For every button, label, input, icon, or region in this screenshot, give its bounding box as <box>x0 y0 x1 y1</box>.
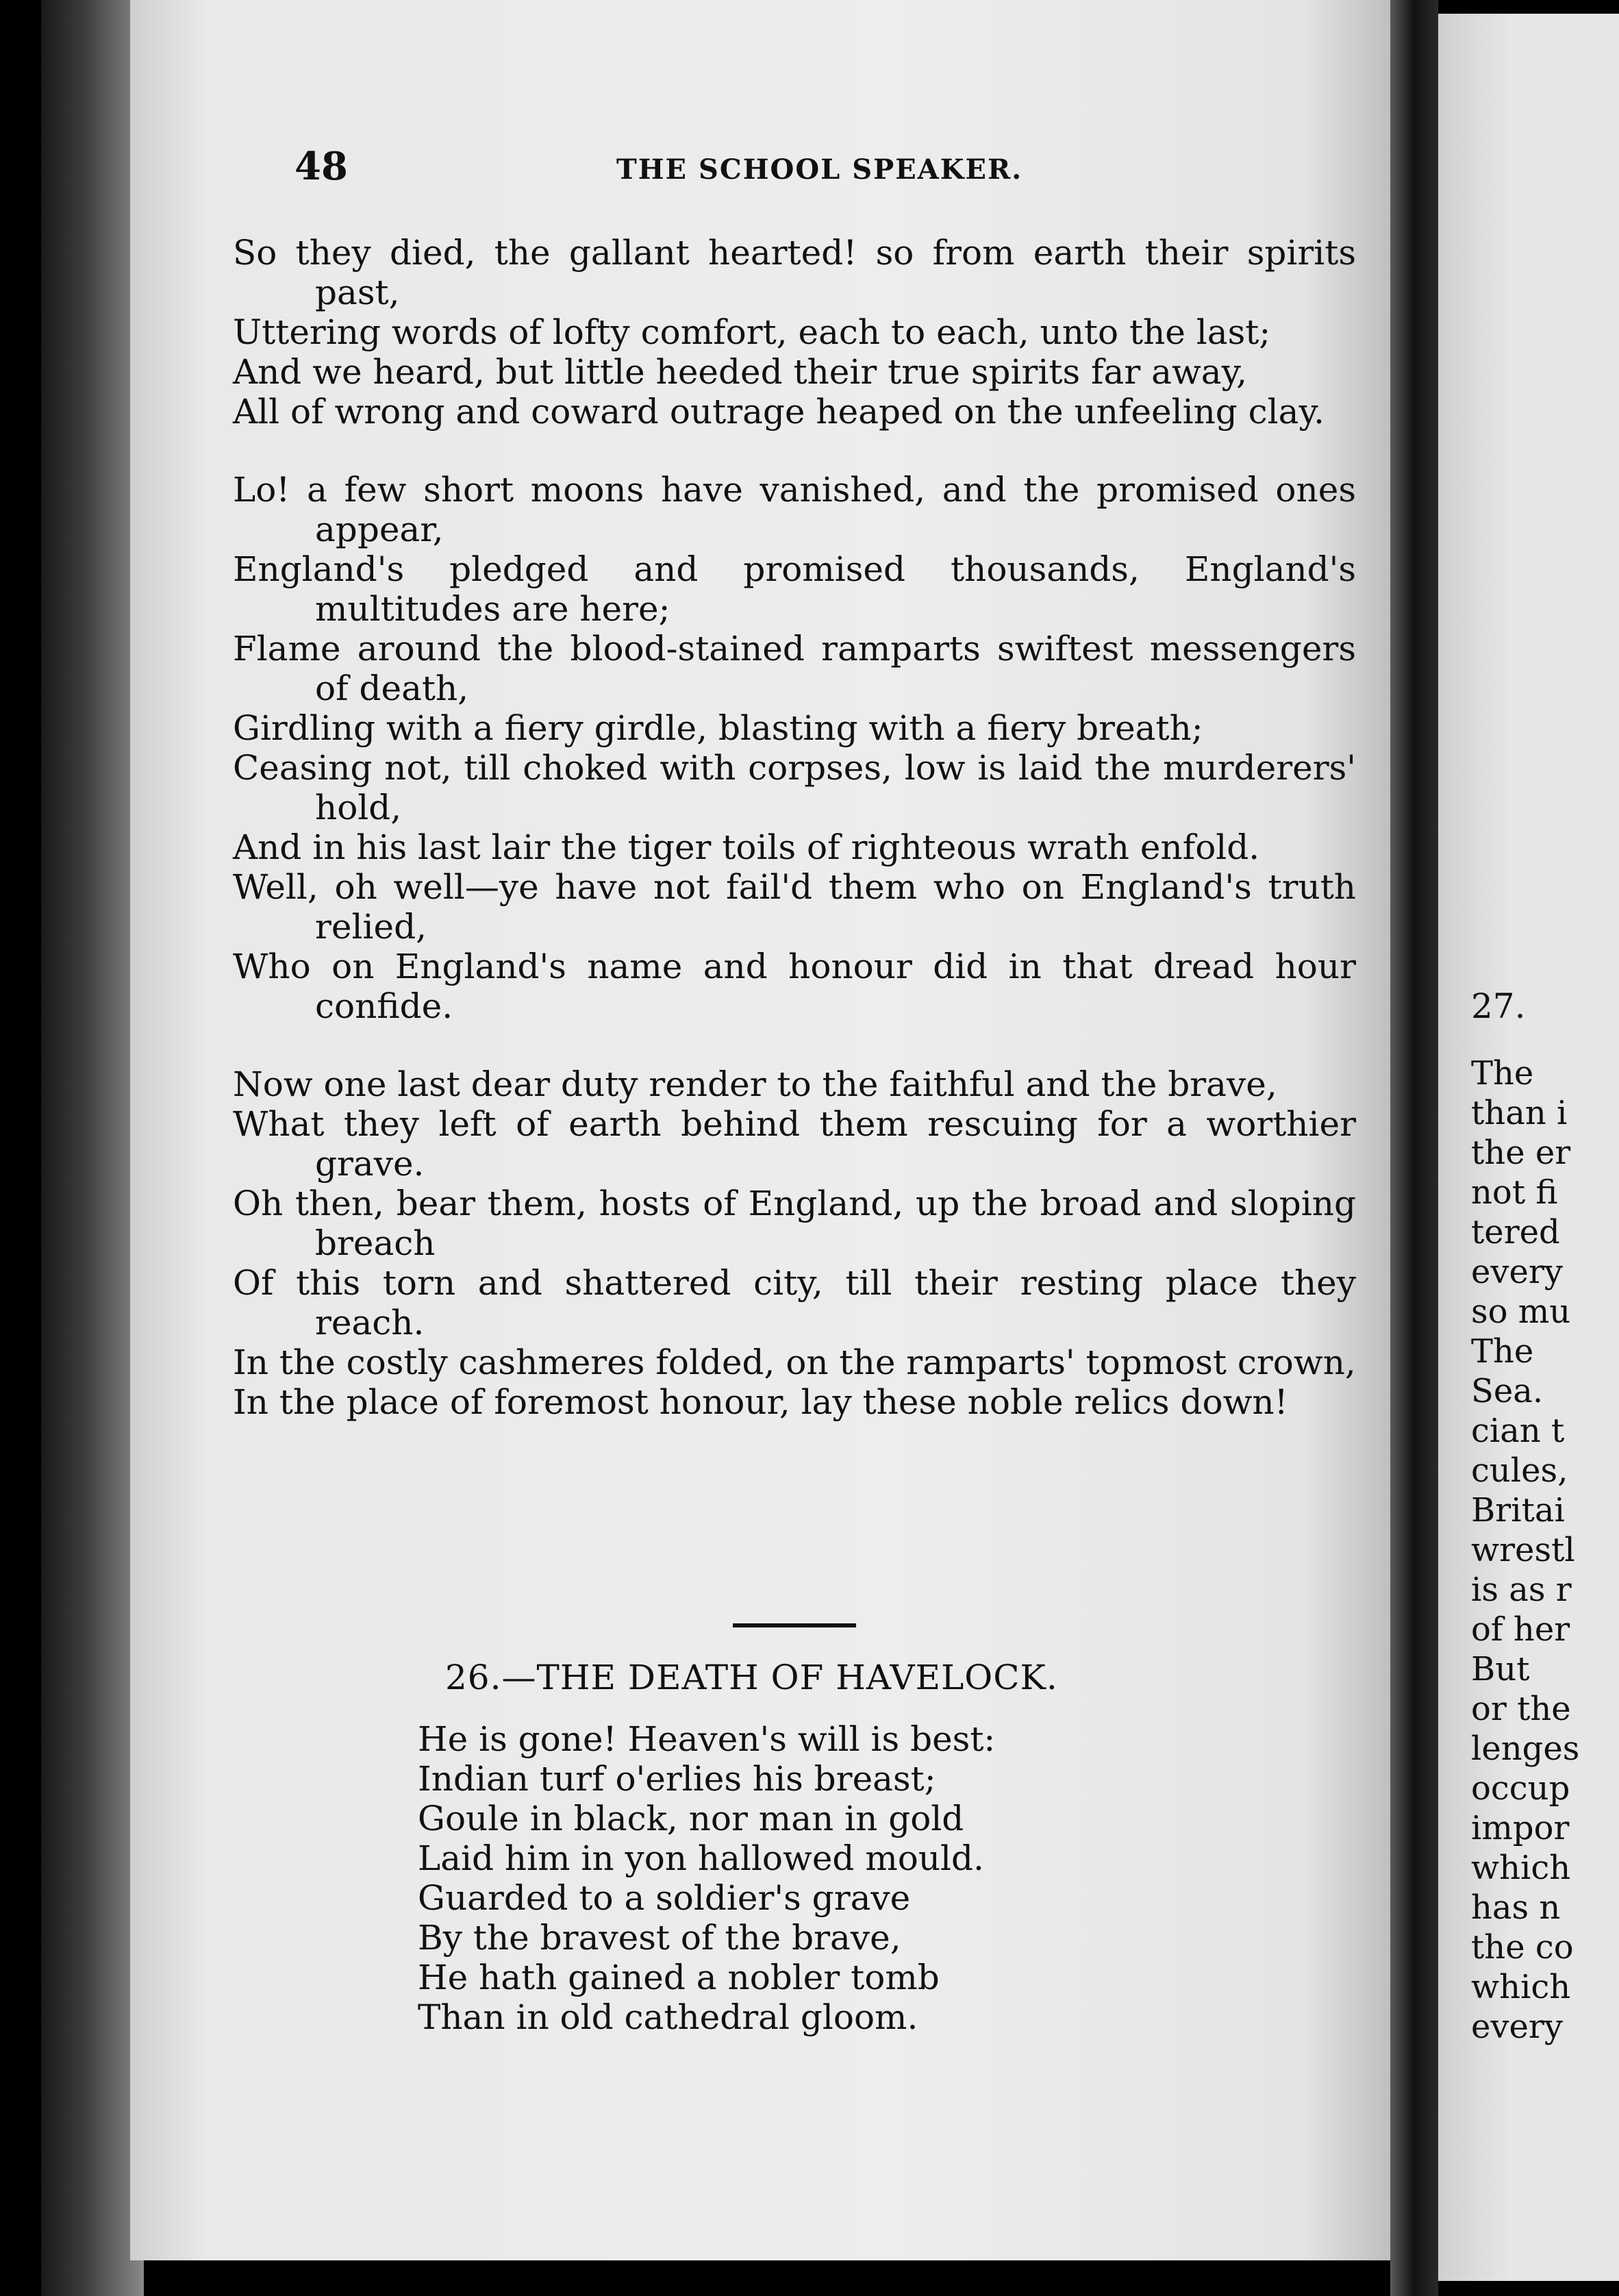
poem-line: And in his last lair the tiger toils of righteous wrath enfold. <box>233 827 1260 867</box>
facing-line: or the <box>1471 1690 1571 1728</box>
facing-line: the er <box>1471 1134 1571 1172</box>
facing-line: cules, <box>1471 1451 1568 1490</box>
poem-line: Girdling with a fiery girdle, blasting with a fiery breath; <box>233 708 1203 748</box>
poem-line: Than in old cathedral gloom. <box>418 1997 918 2037</box>
poem-line: Guarded to a soldier's grave <box>418 1878 911 1918</box>
poem-line: Goule in black, nor man in gold <box>418 1799 964 1838</box>
facing-line: But <box>1471 1650 1530 1688</box>
facing-line: cian t <box>1471 1412 1565 1450</box>
poem-line: Now one last dear duty render to the faithful and the brave, <box>233 1064 1277 1104</box>
poem-line: So they died, the gallant hearted! so from earth their spirits past, <box>233 233 1356 312</box>
facing-line: Sea. <box>1471 1372 1544 1410</box>
poem-line: In the place of foremost honour, lay these noble relics down! <box>233 1382 1288 1422</box>
facing-line: The <box>1471 1332 1534 1371</box>
poem-line: Of this torn and shattered city, till their resting place they reach. <box>233 1263 1356 1343</box>
book-edge <box>41 0 144 2296</box>
facing-page-text <box>1438 986 1579 2047</box>
poem-line: In the costly cashmeres folded, on the ramparts' topmost crown, <box>233 1343 1356 1382</box>
poem-line: Lo! a few short moons have vanished, and the promised ones appear, <box>233 470 1356 549</box>
section-title: 26.—THE DEATH OF HAVELOCK. <box>445 1658 1058 1697</box>
poem-line: Who on England's name and honour did in that dread hour confide. <box>233 947 1356 1026</box>
poem-line: Indian turf o'erlies his breast; <box>418 1759 936 1799</box>
running-title: THE SCHOOL SPEAKER. <box>616 153 1023 186</box>
stanza <box>233 470 1356 1026</box>
facing-page-section-number: 27. <box>1471 986 1526 1026</box>
book-gutter <box>1390 0 1438 2296</box>
stanza <box>233 233 1356 432</box>
poem <box>233 233 1356 1460</box>
poem-line: He is gone! Heaven's will is best: <box>418 1719 996 1759</box>
poem-line: Flame around the blood-stained ramparts swiftest messengers of death, <box>233 629 1356 708</box>
facing-line: than i <box>1471 1094 1568 1132</box>
poem-line: By the bravest of the brave, <box>418 1918 901 1958</box>
poem-line: All of wrong and coward outrage heaped on the unfeeling clay. <box>233 392 1325 432</box>
page-header <box>294 144 1322 192</box>
havelock-poem <box>418 1719 995 2037</box>
facing-line: not fi <box>1471 1173 1558 1212</box>
facing-line: so mu <box>1471 1293 1571 1331</box>
poem-line: Oh then, bear them, hosts of England, up the broad and sloping breach <box>233 1184 1356 1263</box>
page-number: 48 <box>294 144 348 189</box>
poem-line: Well, oh well—ye have not fail'd them who on England's truth relied, <box>233 867 1356 947</box>
poem-line: And we heard, but little heeded their true spirits far away, <box>233 352 1248 392</box>
stanza <box>233 1064 1356 1422</box>
facing-line: of her <box>1471 1610 1570 1649</box>
poem-line: England's pledged and promised thousands, England's multitudes are here; <box>233 549 1356 629</box>
poem-line: Ceasing not, till choked with corpses, low is laid the murderers' hold, <box>233 748 1356 827</box>
poem-line: Uttering words of lofty comfort, each to each, unto the last; <box>233 312 1271 352</box>
facing-line: The <box>1471 1054 1534 1093</box>
facing-line: is as r <box>1471 1571 1572 1609</box>
facing-line: wrestl <box>1471 1531 1575 1569</box>
facing-line: lenges <box>1471 1730 1580 1768</box>
poem-line: Laid him in yon hallowed mould. <box>418 1838 984 1878</box>
facing-line: tered <box>1471 1213 1560 1251</box>
facing-line: has n <box>1471 1888 1561 1927</box>
facing-line: every <box>1471 2008 1563 2046</box>
facing-line: impor <box>1471 1809 1570 1847</box>
book-page <box>130 0 1404 2260</box>
facing-line: which <box>1471 1968 1571 2006</box>
facing-line: Britai <box>1471 1491 1565 1530</box>
facing-line: occup <box>1471 1769 1570 1808</box>
section-divider <box>733 1623 856 1627</box>
poem-line: He hath gained a nobler tomb <box>418 1958 940 1997</box>
facing-page <box>1438 14 1619 2281</box>
facing-line: every <box>1471 1253 1563 1291</box>
facing-line: the co <box>1471 1928 1574 1967</box>
poem-line: What they left of earth behind them rescuing for a worthier grave. <box>233 1104 1356 1184</box>
facing-line: which <box>1471 1849 1571 1887</box>
